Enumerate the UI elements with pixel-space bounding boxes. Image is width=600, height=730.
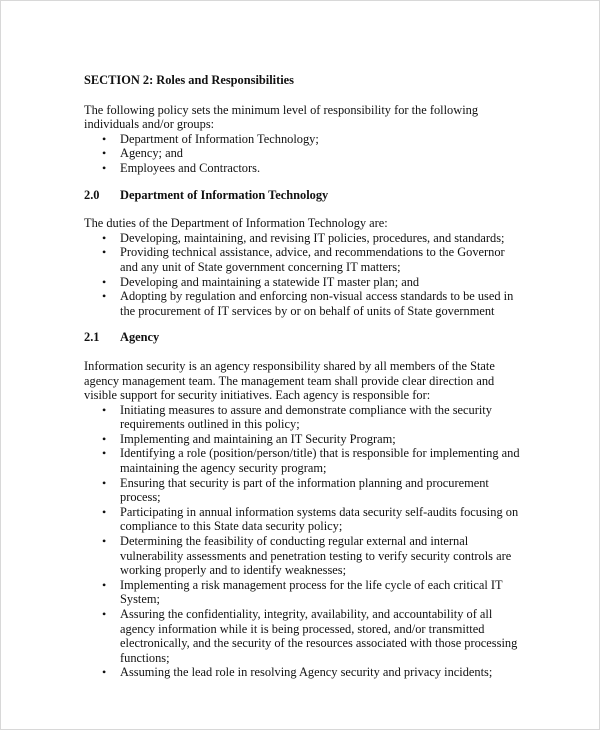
- list-item: [84, 275, 524, 290]
- bullet-icon: •: [102, 534, 107, 549]
- list-item-text: Implementing and maintaining an IT Security Program;: [120, 431, 396, 446]
- list-item-text: Department of Information Technology;: [120, 131, 319, 146]
- bullet-icon: •: [102, 160, 107, 175]
- list-item-text: Agency; and: [120, 146, 183, 161]
- bullet-icon: •: [102, 475, 107, 490]
- bullet-icon: •: [102, 230, 107, 245]
- bullet-icon: •: [102, 245, 107, 260]
- bullet-icon: •: [102, 274, 107, 289]
- agency-heading-number: 2.1: [84, 330, 100, 345]
- agency-heading-title: Agency: [120, 330, 160, 345]
- list-item: [84, 432, 524, 447]
- agency-list: [84, 403, 524, 680]
- list-item-text: Ensuring that security is part of the information planning and procurement process;: [120, 475, 489, 505]
- section-intro: The following policy sets the minimum level of responsibility for the following individuals and/or groups:: [84, 102, 479, 132]
- document-content: [84, 73, 524, 692]
- dept-heading-number: 2.0: [84, 187, 100, 202]
- list-item: [84, 132, 524, 147]
- dept-list: [84, 231, 524, 319]
- agency-intro: Information security is an agency responsibility shared by all members of the State agency management team. The management team shall provide clear direction and visible support for security initiatives. Each agency is responsible for:: [84, 358, 495, 403]
- list-item: [84, 476, 524, 505]
- list-item-text: Identifying a role (position/person/title) that is responsible for implementing and maintaining the agency security program;: [120, 446, 520, 476]
- list-item-text: Adopting by regulation and enforcing non-visual access standards to be used in the procurement of IT services by or on behalf of units of State government: [120, 289, 514, 318]
- agency-heading: [84, 330, 524, 345]
- list-item: [84, 146, 524, 161]
- list-item: [84, 289, 524, 318]
- list-item: [84, 446, 524, 475]
- bullet-icon: •: [102, 504, 107, 519]
- list-item: [84, 607, 524, 665]
- list-item: [84, 231, 524, 246]
- bullet-icon: •: [102, 402, 107, 417]
- list-item: [84, 534, 524, 578]
- section-list: [84, 132, 524, 176]
- list-item-text: Determining the feasibility of conducting regular external and internal vulnerability assessments and penetration testing to verify security controls are working properly and to identify weaknesses;: [120, 534, 512, 578]
- list-item-text: Assuring the confidentiality, integrity, availability, and accountability of all agency information while it is being processed, stored, and/or transmitted electronically, and the security of the resources associated with those processing functions;: [120, 607, 518, 665]
- bullet-icon: •: [102, 289, 107, 304]
- list-item-text: Developing and maintaining a statewide IT master plan; and: [120, 274, 420, 289]
- list-item-text: Assuming the lead role in resolving Agency security and privacy incidents;: [120, 665, 493, 680]
- list-item: [84, 403, 524, 432]
- list-item: [84, 245, 524, 274]
- bullet-icon: •: [102, 146, 107, 161]
- bullet-icon: •: [102, 131, 107, 146]
- bullet-icon: •: [102, 446, 107, 461]
- bullet-icon: •: [102, 577, 107, 592]
- list-item-text: Initiating measures to assure and demonstrate compliance with the security requirements outlined in this policy;: [120, 402, 492, 432]
- list-item: [84, 161, 524, 176]
- dept-heading-title: Department of Information Technology: [120, 187, 329, 202]
- list-item: [84, 665, 524, 680]
- list-item: [84, 505, 524, 534]
- dept-intro: The duties of the Department of Information Technology are:: [84, 216, 388, 231]
- bullet-icon: •: [102, 665, 107, 680]
- list-item-text: Developing, maintaining, and revising IT policies, procedures, and standards;: [120, 230, 505, 245]
- dept-heading: [84, 188, 524, 203]
- list-item: [84, 578, 524, 607]
- list-item-text: Participating in annual information systems data security self-audits focusing on compliance to this State data security policy;: [120, 504, 519, 534]
- list-item-text: Providing technical assistance, advice, and recommendations to the Governor and any unit of State government concerning IT matters;: [120, 245, 505, 274]
- bullet-icon: •: [102, 431, 107, 446]
- list-item-text: Implementing a risk management process for the life cycle of each critical IT System;: [120, 577, 503, 607]
- list-item-text: Employees and Contractors.: [120, 160, 261, 175]
- bullet-icon: •: [102, 607, 107, 621]
- section-title: SECTION 2: Roles and Responsibilities: [84, 73, 294, 87]
